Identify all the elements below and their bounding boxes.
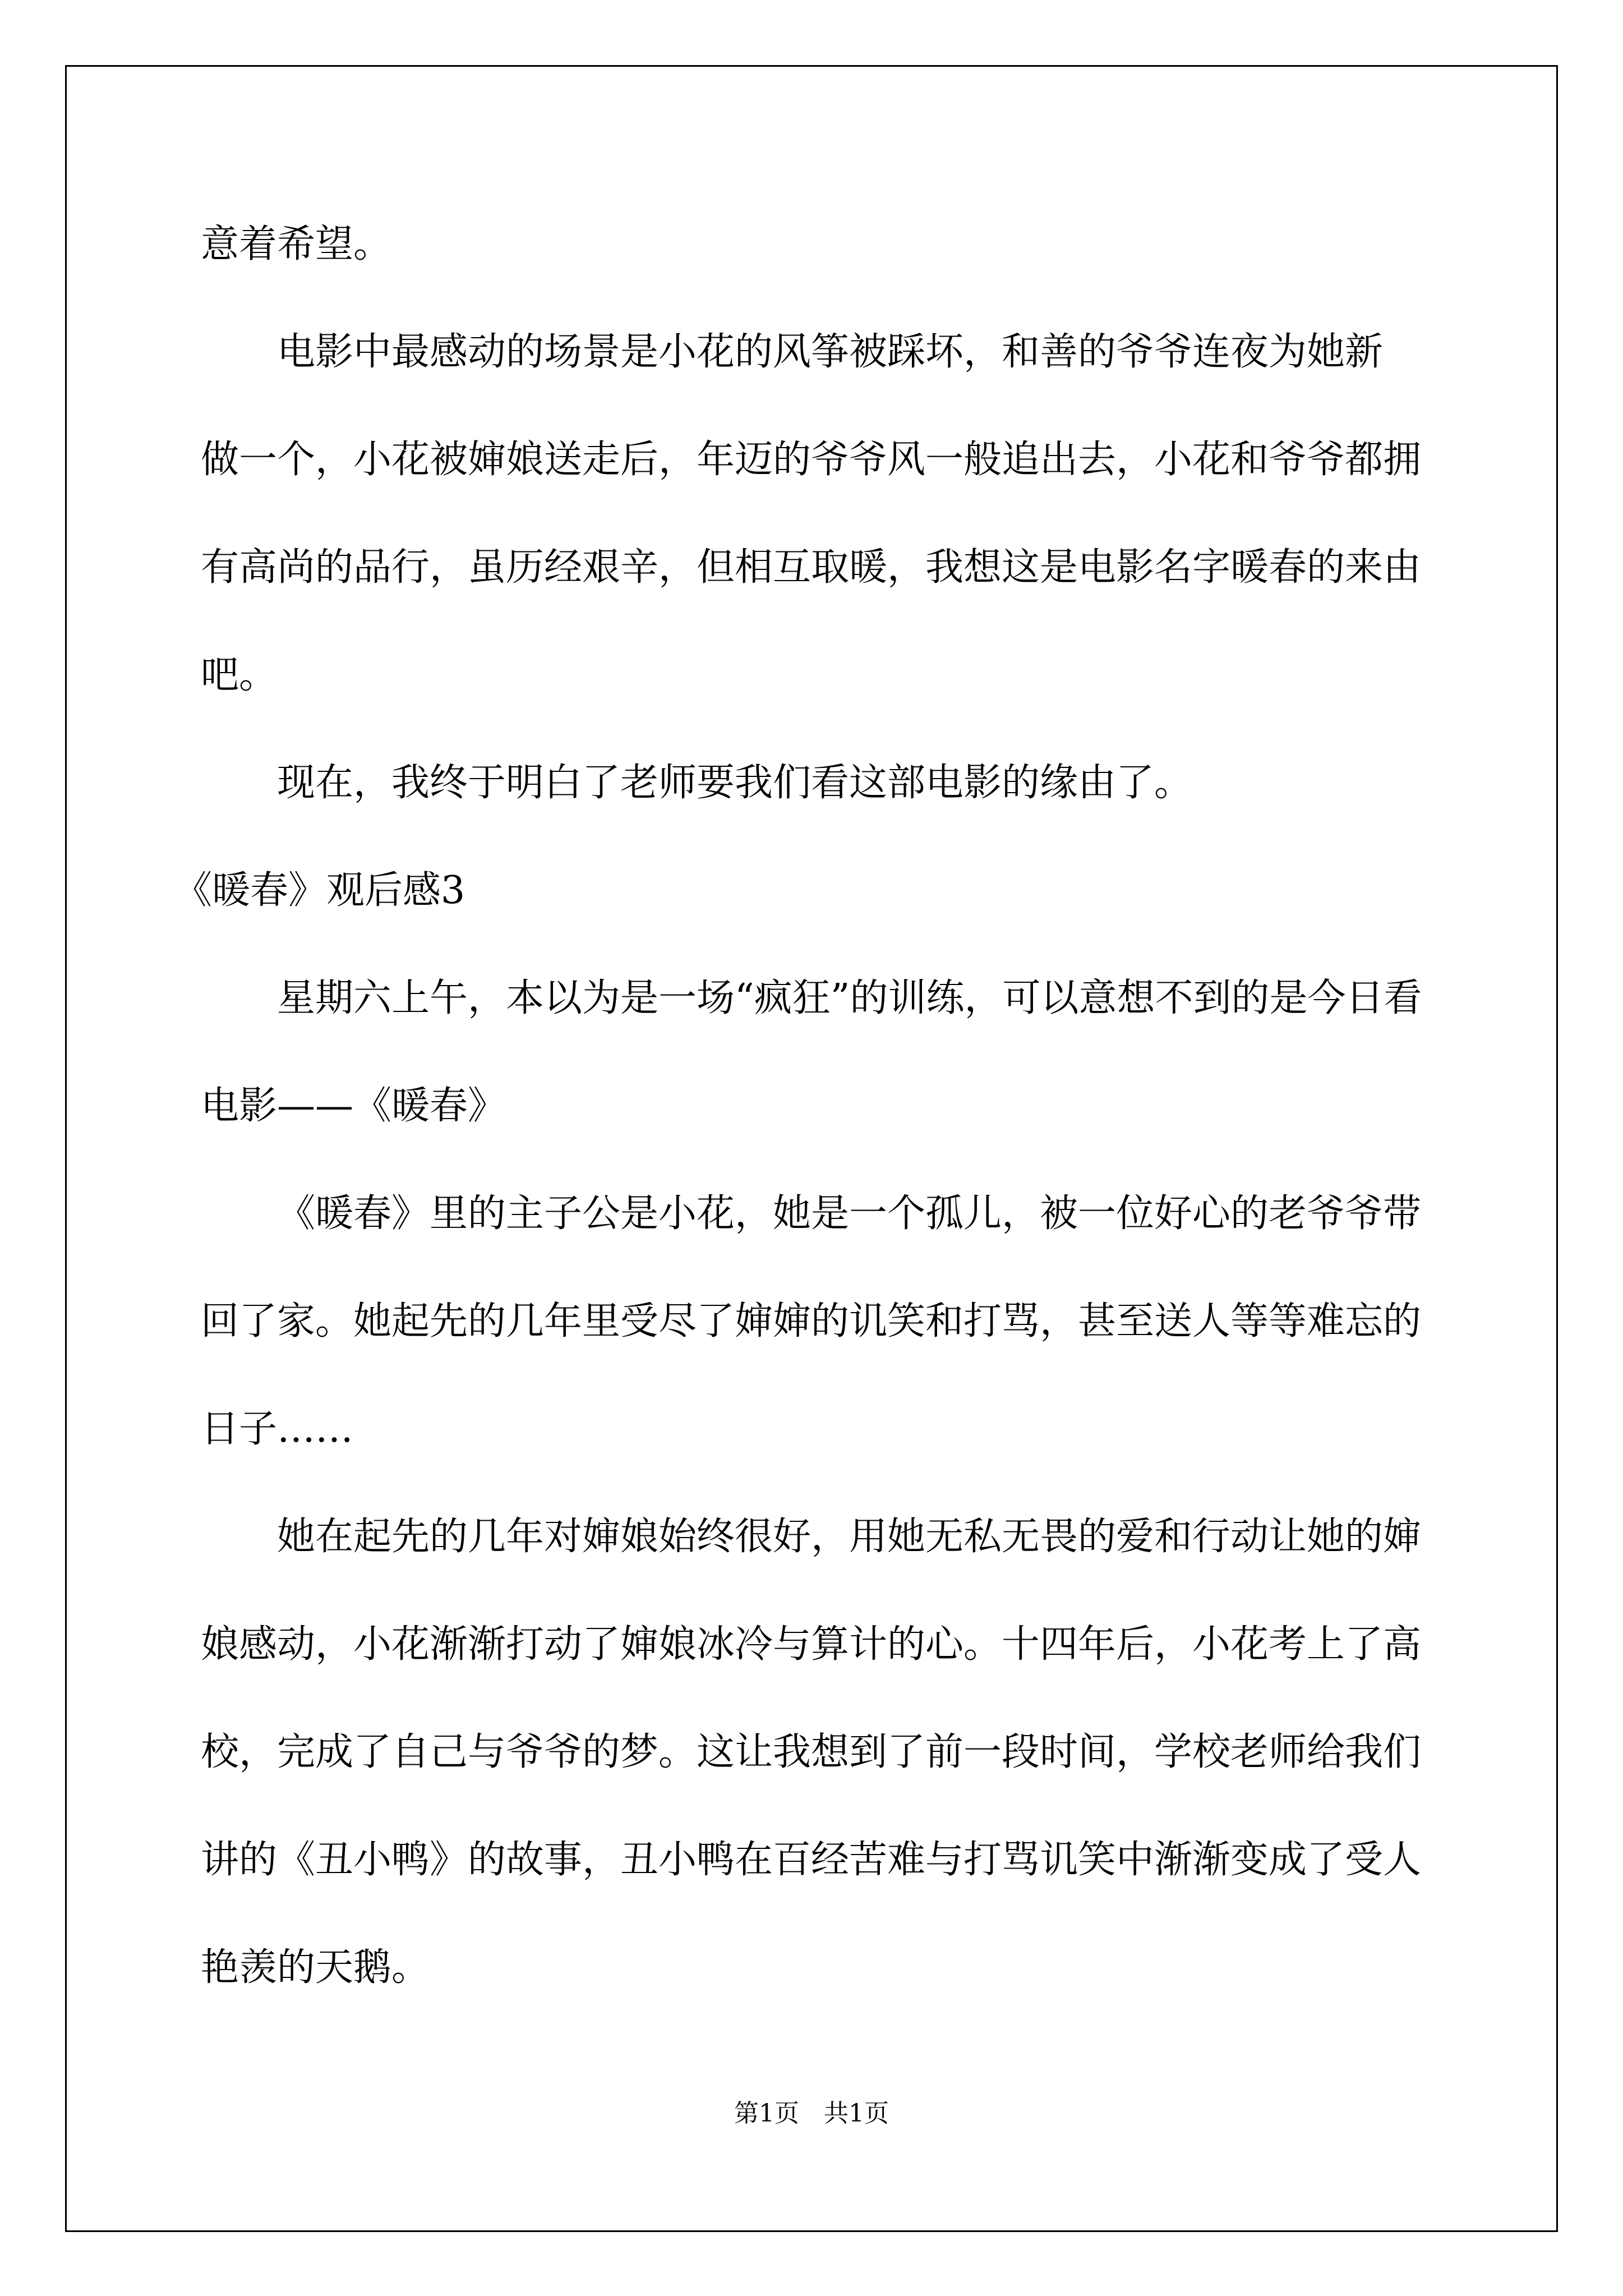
paragraph-saturday: 星期六上午，本以为是一场“疯狂”的训练，可以意想不到的是今日看电影——《暖春》 bbox=[201, 976, 1422, 1128]
document-body bbox=[174, 191, 1423, 2022]
paragraph-understanding: 现在，我终于明白了老师要我们看这部电影的缘由了。 bbox=[277, 761, 1193, 805]
page-footer: 第1页 共1页 bbox=[734, 2099, 889, 2128]
paragraph-touching-scene: 电影中最感动的场景是小花的风筝被踩坏，和善的爷爷连夜为她新 做一个，小花被婶娘送走后，年迈的爷爷风一般追出去，小花和爷爷都拥有高尚的品行，虽历经艰辛，但相互取暖，我想这是电影名字暖春的来由吧。 bbox=[201, 330, 1422, 697]
section-heading: 《暖春》观后感3 bbox=[174, 868, 465, 913]
paragraph-kindness: 她在起先的几年对婶娘始终很好，用她无私无畏的爱和行动让她的婶娘感动，小花渐渐打动了婶娘冰冷与算计的心。十四年后，小花考上了高校，完成了自己与爷爷的梦。这让我想到了前一段时间，学校老师给我们讲的《丑小鸭》的故事，丑小鸭在百经苦难与打骂讥笑中渐渐变成了受人艳羡的天鹅。 bbox=[201, 1515, 1422, 1990]
paragraph-protagonist: 《暖春》里的主子公是小花，她是一个孤儿，被一位好心的老爷爷带回了家。她起先的几年里受尽了婶婶的讥笑和打骂，甚至送人等等难忘的日子…… bbox=[201, 1191, 1422, 1451]
paragraph-continuation: 意着希望。 bbox=[201, 222, 392, 266]
